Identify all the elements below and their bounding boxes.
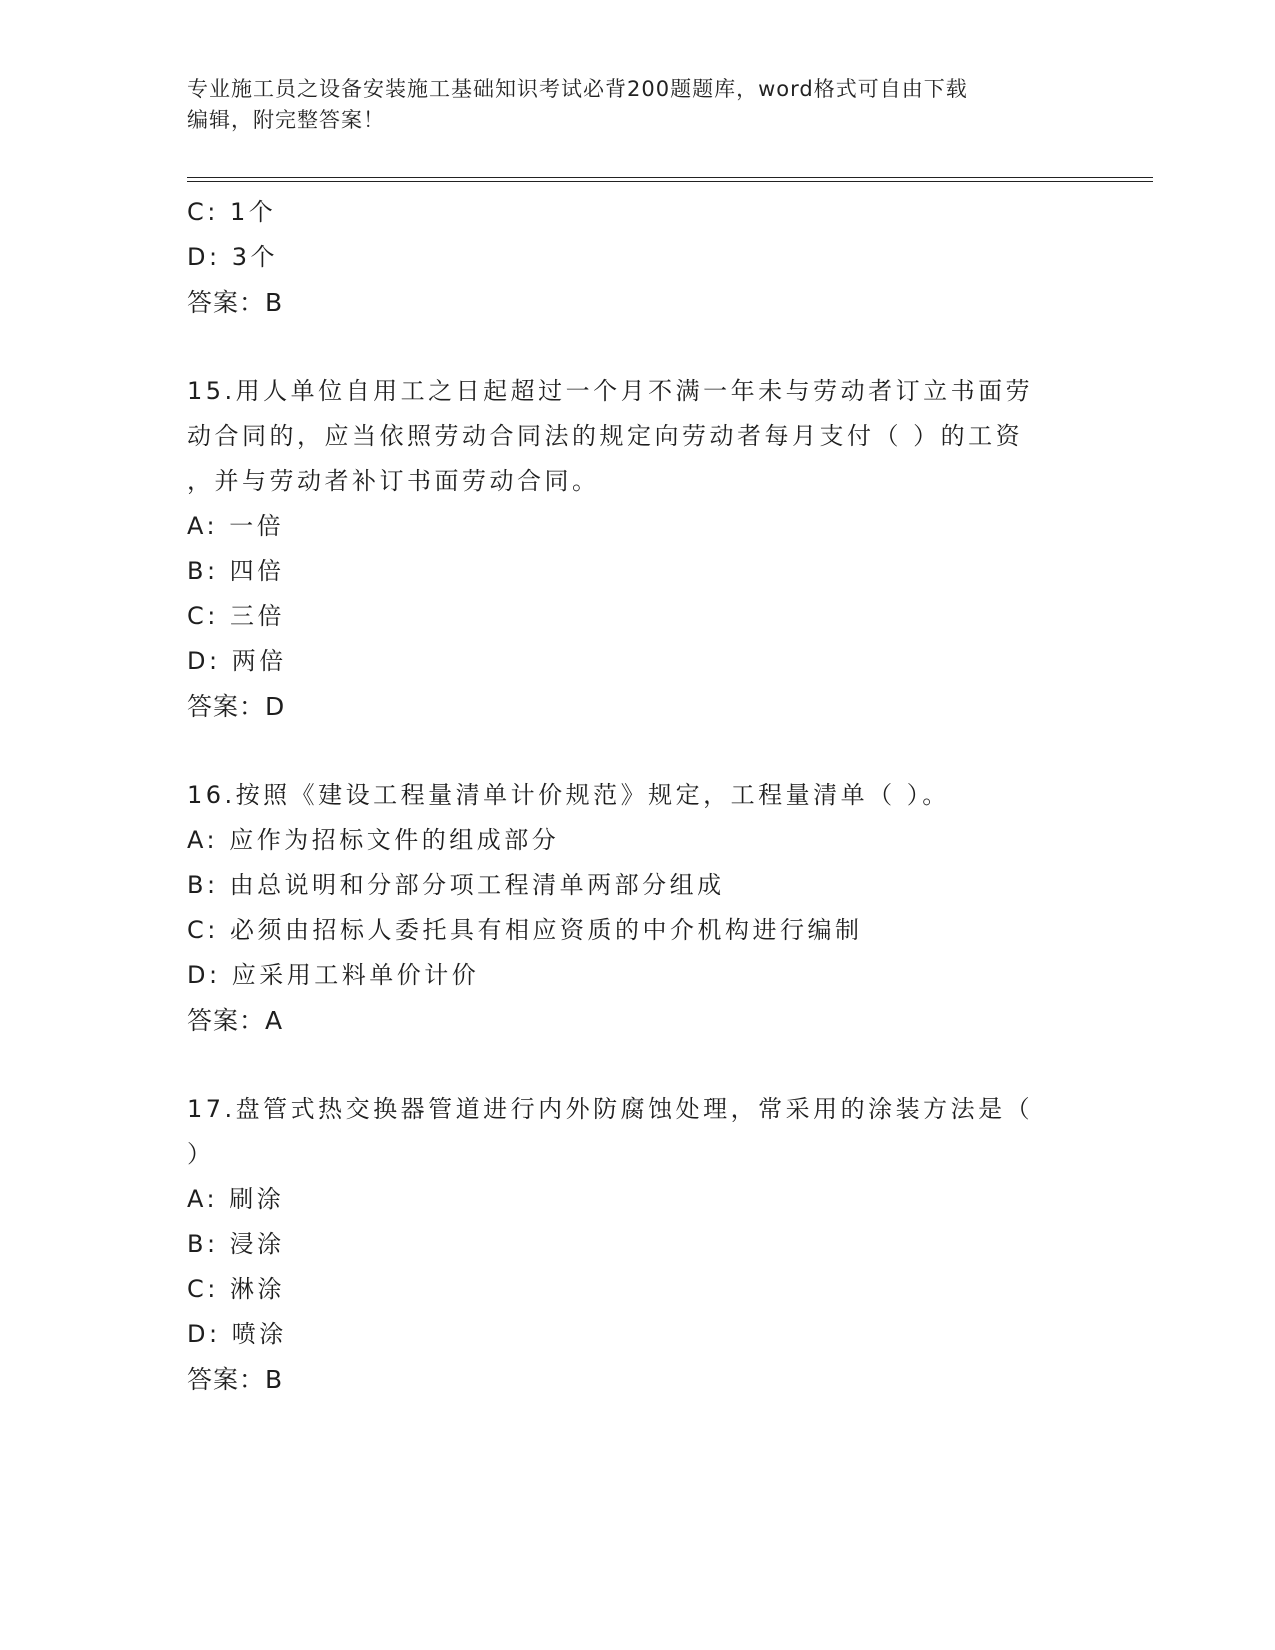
question-stem-line: 16.按照《建设工程量清单计价规范》规定，工程量清单（ ）。 (187, 781, 950, 809)
answer: 答案：B (187, 288, 284, 317)
question-spacer (187, 729, 1087, 773)
header-title-line-1: 专业施工员之设备安装施工基础知识考试必背200题题库，word格式可自由下载 (187, 77, 968, 101)
option-a: A: 刷涂 (187, 1185, 285, 1213)
document-header (187, 74, 1087, 136)
option-b: B: 由总说明和分部分项工程清单两部分组成 (187, 871, 725, 899)
header-title-line-2: 编辑，附完整答案！ (187, 108, 385, 132)
option-a: A: 一倍 (187, 512, 285, 540)
question-stem-line: 动合同的，应当依照劳动合同法的规定向劳动者每月支付（ ）的工资 (187, 422, 1024, 450)
question-stem-line: ） (187, 1140, 215, 1168)
question-stem-line: 15.用人单位自用工之日起超过一个月不满一年未与劳动者订立书面劳 (187, 377, 1034, 405)
option-c: C: 淋涂 (187, 1275, 285, 1303)
option-c: C: 1个 (187, 198, 277, 226)
header-divider-top (187, 177, 1153, 178)
question-content (187, 190, 1087, 1402)
option-d: D: 应采用工料单价计价 (187, 961, 480, 989)
answer: 答案：A (187, 1006, 284, 1035)
answer: 答案：D (187, 692, 286, 721)
answer: 答案：B (187, 1365, 284, 1394)
header-divider-bottom (187, 181, 1153, 182)
option-a: A: 应作为招标文件的组成部分 (187, 826, 560, 854)
option-d: D: 喷涂 (187, 1320, 287, 1348)
question-spacer (187, 1043, 1087, 1087)
option-c: C: 三倍 (187, 602, 285, 630)
question-stem-line: ，并与劳动者补订书面劳动合同。 (187, 467, 600, 495)
question-17 (187, 1087, 1087, 1402)
option-d: D: 两倍 (187, 647, 287, 675)
option-c: C: 必须由招标人委托具有相应资质的中介机构进行编制 (187, 916, 863, 944)
question-16 (187, 773, 1087, 1043)
question-15 (187, 369, 1087, 729)
option-d: D: 3个 (187, 243, 278, 271)
question-14-tail (187, 190, 1087, 325)
question-stem-line: 17.盘管式热交换器管道进行内外防腐蚀处理，常采用的涂装方法是（ (187, 1095, 1034, 1123)
option-b: B: 浸涂 (187, 1230, 285, 1258)
question-spacer (187, 325, 1087, 369)
option-b: B: 四倍 (187, 557, 285, 585)
